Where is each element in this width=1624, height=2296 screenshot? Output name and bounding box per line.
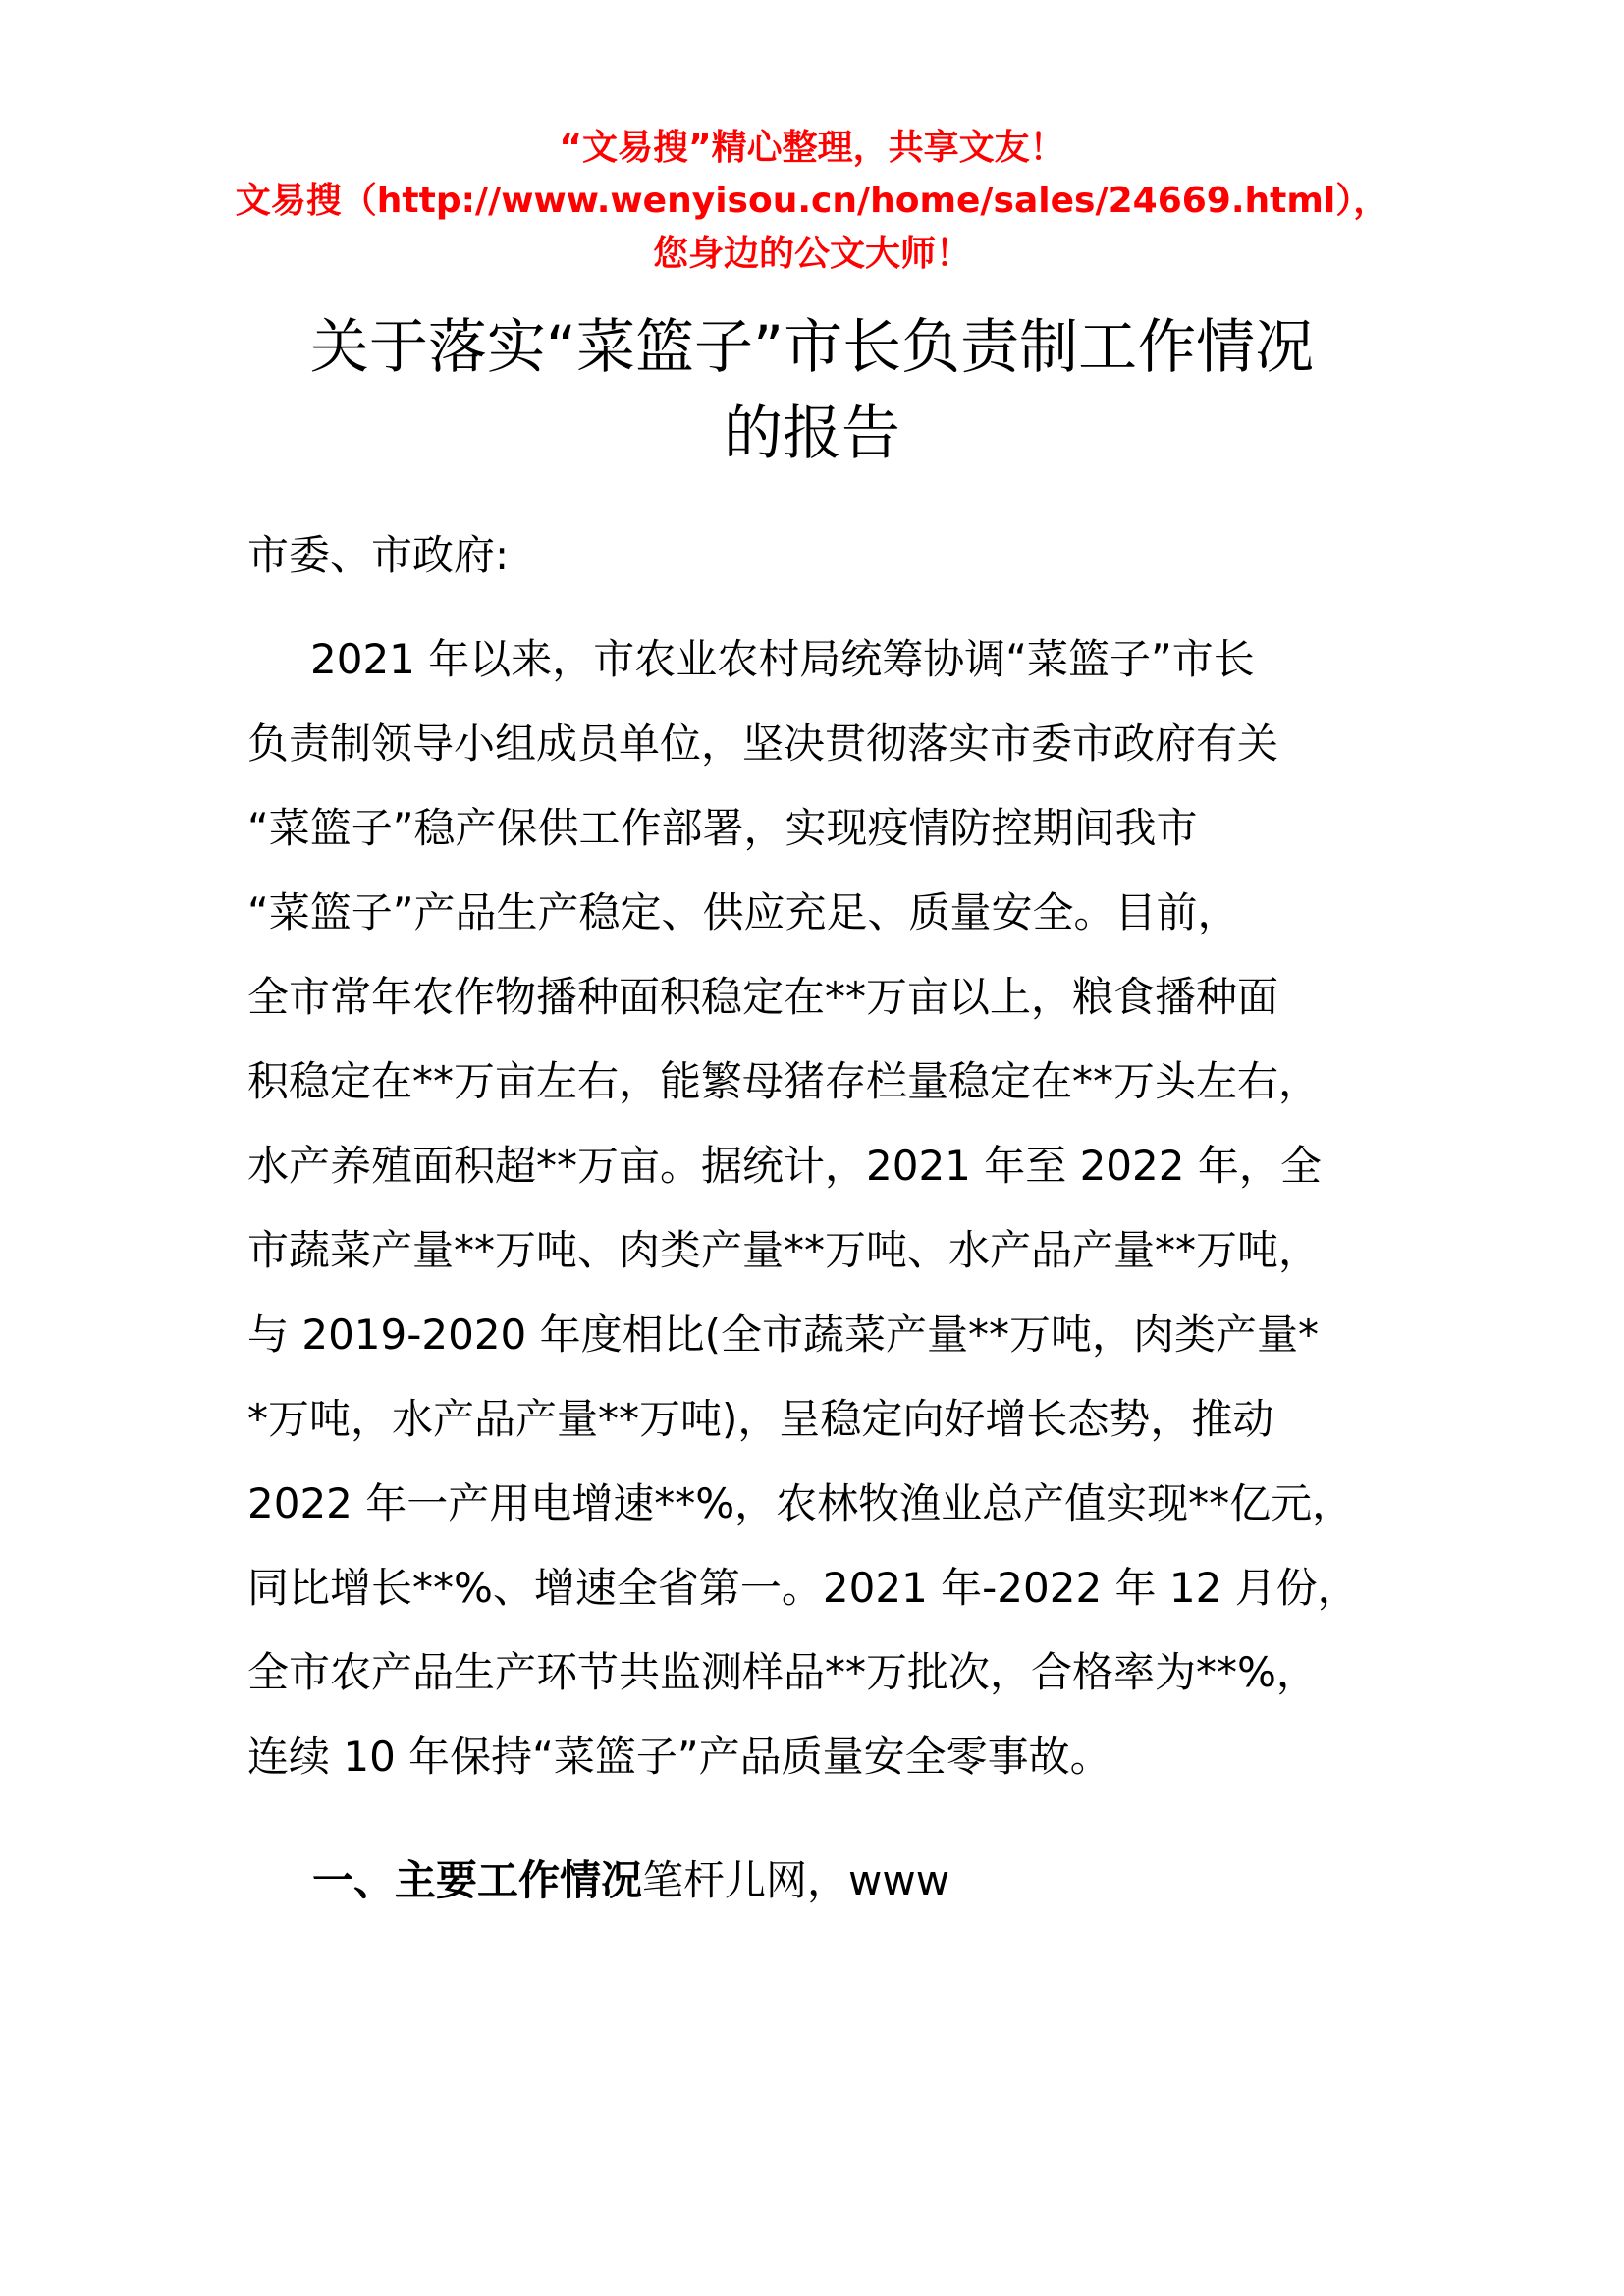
title-line-1: 关于落实“菜篮子”市长负责制工作情况 <box>309 313 1315 382</box>
section-trailing-text: 笔杆儿网，www <box>642 1856 950 1904</box>
salutation: 市委、市政府: <box>247 531 510 579</box>
title-line-2: 的报告 <box>724 400 900 468</box>
body-line: 与 2019-2020 年度相比(全市蔬菜产量**万吨，肉类产量* <box>247 1310 1320 1359</box>
body-line: 水产养殖面积超**万亩。据统计，2021 年至 2022 年，全 <box>247 1142 1322 1190</box>
watermark-line-1: “文易搜”精心整理，共享文友！ <box>559 128 1065 168</box>
body-line: 同比增长**%、增速全省第一。2021 年-2022 年 12 月份， <box>247 1564 1359 1612</box>
body-line: 2022 年一产用电增速**%，农林牧渔业总产值实现**亿元， <box>247 1479 1354 1527</box>
watermark-header <box>0 122 1624 281</box>
body-line: 积稳定在**万亩左右，能繁母猪存栏量稳定在**万头左右， <box>247 1057 1321 1105</box>
document-title <box>0 304 1624 477</box>
body-line: “菜篮子”产品生产稳定、供应充足、质量安全。目前， <box>247 888 1239 936</box>
body-line: 负责制领导小组成员单位，坚决贯彻落实市委市政府有关 <box>247 720 1279 768</box>
body-line: 全市常年农作物播种面积稳定在**万亩以上，粮食播种面 <box>247 973 1279 1021</box>
watermark-line-2: 文易搜（http://www.wenyisou.cn/home/sales/24669.html）， <box>235 181 1389 221</box>
body-line: *万吨，水产品产量**万吨)，呈稳定向好增长态势，推动 <box>247 1395 1274 1443</box>
body-line: “菜篮子”稳产保供工作部署，实现疫情防控期间我市 <box>247 804 1198 852</box>
body-paragraph <box>247 630 1386 1812</box>
body-line: 市蔬菜产量**万吨、肉类产量**万吨、水产品产量**万吨， <box>247 1226 1321 1274</box>
watermark-line-3: 您身边的公文大师！ <box>652 234 971 274</box>
section-heading: 一、主要工作情况 <box>312 1856 643 1904</box>
body-line: 2021 年以来，市农业农村局统筹协调“菜篮子”市长 <box>310 635 1255 683</box>
section-heading-line <box>312 1851 949 1910</box>
body-line: 连续 10 年保持“菜篮子”产品质量安全零事故。 <box>247 1733 1111 1781</box>
body-line: 全市农产品生产环节共监测样品**万批次，合格率为**%， <box>247 1648 1318 1696</box>
